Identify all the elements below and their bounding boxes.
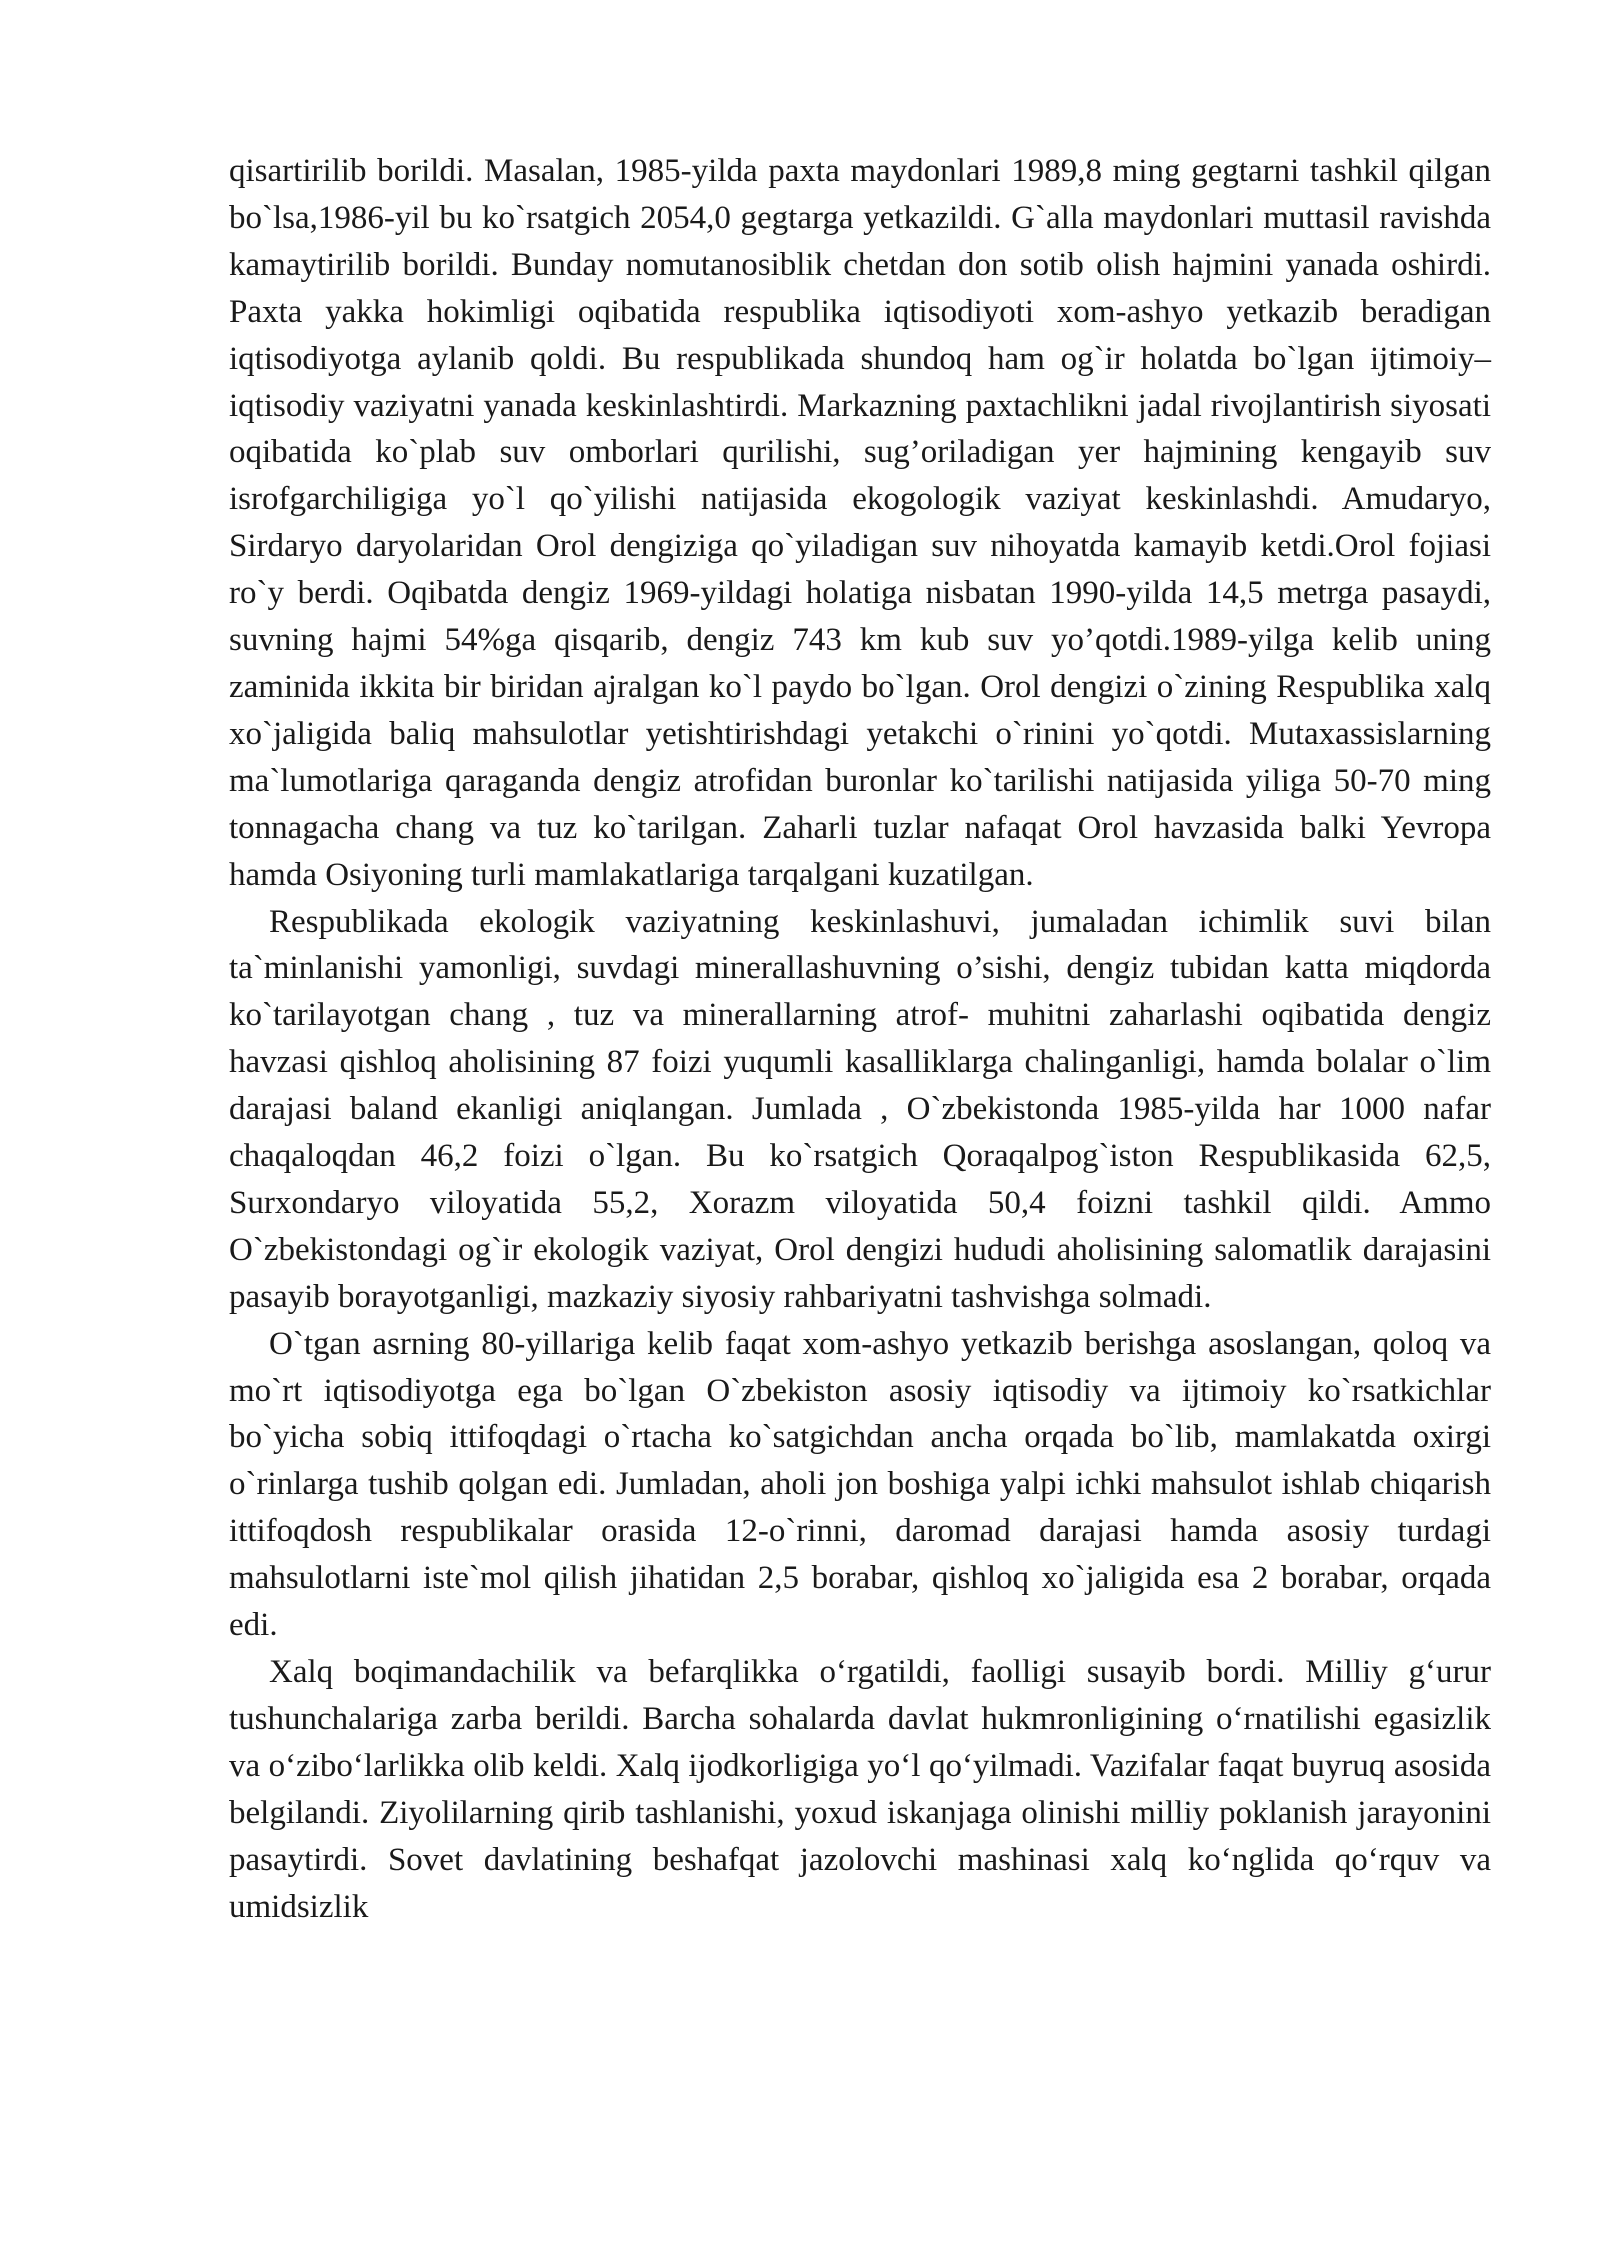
paragraph-4: Xalq boqimandachilik va befarqlikka o‘rgatildi, faolligi susayib bordi. Milliy g‘urur tushunchalariga zarba berildi. Barcha sohalarda davlat hukmronligining o‘rnatilishi egasizlik va o‘zibo‘larlikka olib keldi. Xalq ijodkorligiga yo‘l qo‘yilmadi. Vazifalar faqat buyruq asosida belgilandi. Ziyolilarning qirib tashlanishi, yoxud iskanjaga olinishi milliy poklanish jarayonini pasaytirdi. Sovet davlatining beshafqat jazolovchi mashinasi xalq ko‘nglida qo‘rquv va umidsizlik	[229, 1654, 1491, 1925]
document-page	[229, 148, 1491, 1930]
paragraph-2: Respublikada ekologik vaziyatning keskinlashuvi, jumaladan ichimlik suvi bilan ta`minlanishi yamonligi, suvdagi minerallashuvning o’sishi, dengiz tubidan katta miqdorda ko`tarilayotgan chang , tuz va minerallarning atrof- muhitni zaharlashi oqibatida dengiz havzasi qishloq aholisining 87 foizi yuqumli kasalliklarga chalinganligi, hamda bolalar o`lim darajasi baland ekanligi aniqlangan. Jumlada , O`zbekistonda 1985-yilda har 1000 nafar chaqaloqdan 46,2 foizi o`lgan. Bu ko`rsatgich Qoraqalpog`iston Respublikasida 62,5, Surxondaryo viloyatida 55,2, Xorazm viloyatida 50,4 foizni tashkil qildi. Ammo O`zbekistondagi og`ir ekologik vaziyat, Orol dengizi hududi aholisining salomatlik darajasini pasayib borayotganligi, mazkaziy siyosiy rahbariyatni tashvishga solmadi.	[229, 903, 1491, 1315]
paragraph-3: O`tgan asrning 80-yillariga kelib faqat xom-ashyo yetkazib berishga asoslangan, qoloq va mo`rt iqtisodiyotga ega bo`lgan O`zbekiston asosiy iqtisodiy va ijtimoiy ko`rsatkichlar bo`yicha sobiq ittifoqdagi o`rtacha ko`satgichdan ancha orqada bo`lib, mamlakatda oxirgi o`rinlarga tushib qolgan edi. Jumladan, aholi jon boshiga yalpi ichki mahsulot ishlab chiqarish ittifoqdosh respublikalar orasida 12-o`rinni, daromad darajasi hamda asosiy turdagi mahsulotlarni iste`mol qilish jihatidan 2,5 borabar, qishloq xo`jaligida esa 2 borabar, orqada edi.	[229, 1325, 1491, 1644]
paragraph-1: qisartirilib borildi. Masalan, 1985-yilda paxta maydonlari 1989,8 ming gegtarni tashkil qilgan bo`lsa,1986-yil bu ko`rsatgich 2054,0 gegtarga yetkazildi. G`alla maydonlari muttasil ravishda kamaytirilib borildi. Bunday nomutanosiblik chetdan don sotib olish hajmini yanada oshirdi. Paxta yakka hokimligi oqibatida respublika iqtisodiyoti xom-ashyo yetkazib beradigan iqtisodiyotga aylanib qoldi. Bu respublikada shundoq ham og`ir holatda bo`lgan ijtimoiy–iqtisodiy vaziyatni yanada keskinlashtirdi. Markazning paxtachlikni jadal rivojlantirish siyosati oqibatida ko`plab suv omborlari qurilishi, sug’oriladigan yer hajmining kengayib suv isrofgarchiligiga yo`l qo`yilishi natijasida ekogologik vaziyat keskinlashdi. Amudaryo, Sirdaryo daryolaridan Orol dengiziga qo`yiladigan suv nihoyatda kamayib ketdi.Orol fojiasi ro`y berdi. Oqibatda dengiz 1969-yildagi holatiga nisbatan 1990-yilda 14,5 metrga pasaydi, suvning hajmi 54%ga qisqarib, dengiz 743 km kub suv yo’qotdi.1989-yilga kelib uning zaminida ikkita bir biridan ajralgan ko`l paydo bo`lgan. Orol dengizi o`zining Respublika xalq xo`jaligida baliq mahsulotlar yetishtirishdagi yetakchi o`rinini yo`qotdi. Mutaxassislarning ma`lumotlariga qaraganda dengiz atrofidan buronlar ko`tarilishi natijasida yiliga 50-70 ming tonnagacha chang va tuz ko`tarilgan. Zaharli tuzlar nafaqat Orol havzasida balki Yevropa hamda Osiyoning turli mamlakatlariga tarqalgani kuzatilgan.	[229, 153, 1491, 893]
